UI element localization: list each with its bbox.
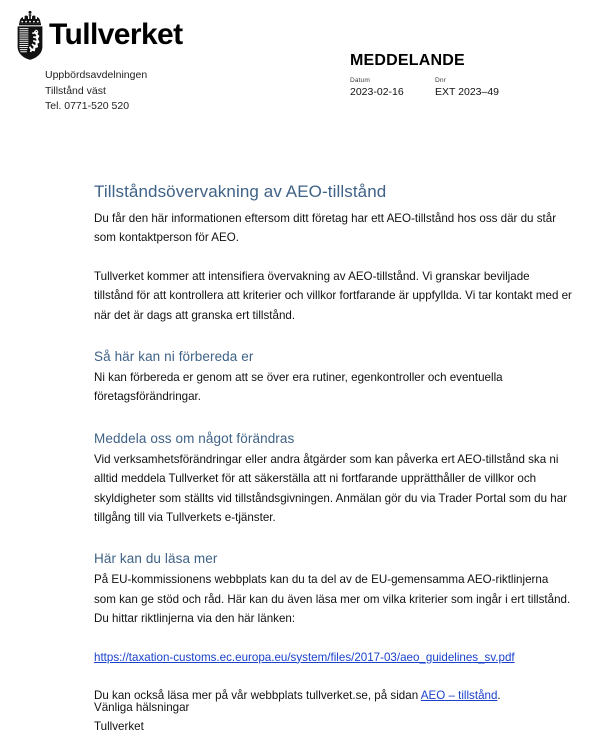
section-body-notify: Vid verksamhetsförändringar eller andra åtgärder som kan påverka ert AEO-tillstånd ska ni alltid meddela Tullverket för att säkerställa att ni fortfarande upprätthåller de villkor och skyldigheter som ställts vid tillståndsgivningen. Anmälan gör du via Trader Portal som du har tillgång till via Tullverkets e-tjänster.	[94, 452, 567, 525]
date-label: Datum	[350, 77, 370, 84]
closing-sender: Tullverket	[94, 720, 144, 734]
website-sentence-after: .	[497, 689, 501, 703]
swedish-customs-crest-icon	[14, 10, 46, 60]
aeo-tillstand-link[interactable]: AEO – tillstånd	[420, 689, 498, 703]
document-metadata	[350, 76, 595, 99]
document-type-heading: MEDDELANDE	[350, 52, 465, 69]
aeo-guidelines-link[interactable]: https://taxation-customs.ec.europa.eu/system/files/2017-03/aeo_guidelines_sv.pdf	[94, 650, 515, 664]
letterhead	[14, 10, 183, 60]
spacer	[94, 325, 572, 347]
spacer	[94, 407, 572, 429]
intro-paragraph: Du får den här informationen eftersom ditt företag har ett AEO-tillstånd hos oss där du står som kontaktperson för AEO.	[94, 212, 557, 245]
second-paragraph: Tullverket kommer att intensifiera övervakning av AEO-tillstånd. Vi granskar beviljade tillstånd för att kontrollera att kriterier och villkor fortfarande är uppfyllda. Vi tar kontakt med er när det är dags att granska ert tillstånd.	[94, 269, 572, 322]
date-value: 2023-02-16	[350, 86, 404, 98]
guidelines-link-paragraph	[94, 648, 572, 667]
closing-greeting: Vänliga hälsningar	[94, 701, 190, 714]
metadata-date	[350, 76, 435, 99]
section-body-prepare: Ni kan förbereda er genom att se över era rutiner, egenkontroller och eventuella företagsförändringar.	[94, 371, 503, 404]
sender-unit: Tillstånd väst	[45, 84, 106, 97]
tullverket-wordmark: Tullverket	[49, 18, 183, 51]
sender-phone: Tel. 0771-520 520	[45, 100, 130, 112]
document-body	[94, 181, 572, 706]
page-title: Tillståndsövervakning av AEO-tillstånd	[94, 182, 387, 201]
sender-department: Uppbördsavdelningen	[45, 69, 148, 81]
closing-block	[94, 698, 189, 737]
section-body-readmore: På EU-kommissionens webbplats kan du ta del av de EU-gemensamma AEO-riktlinjerna som kan ge stöd och råd. Här kan du även läsa mer om vilka kriterier som ingår i ert tillstånd. Du hittar riktlinjerna via den här länken:	[94, 573, 571, 626]
section-heading-readmore: Här kan du läsa mer	[94, 551, 218, 567]
spacer	[94, 527, 572, 549]
spacer	[94, 667, 572, 686]
spacer	[94, 248, 572, 267]
section-heading-notify: Meddela oss om något förändras	[94, 430, 295, 446]
dnr-label: Dnr	[435, 77, 446, 84]
section-heading-prepare: Så här kan ni förbereda er	[94, 349, 254, 365]
website-sentence-before: Du kan också läsa mer på vår webbplats tullverket.se, på sidan	[94, 689, 421, 703]
spacer	[94, 629, 572, 648]
sender-address-block	[45, 68, 147, 115]
dnr-value: EXT 2023–49	[435, 86, 500, 98]
metadata-dnr	[435, 76, 595, 99]
